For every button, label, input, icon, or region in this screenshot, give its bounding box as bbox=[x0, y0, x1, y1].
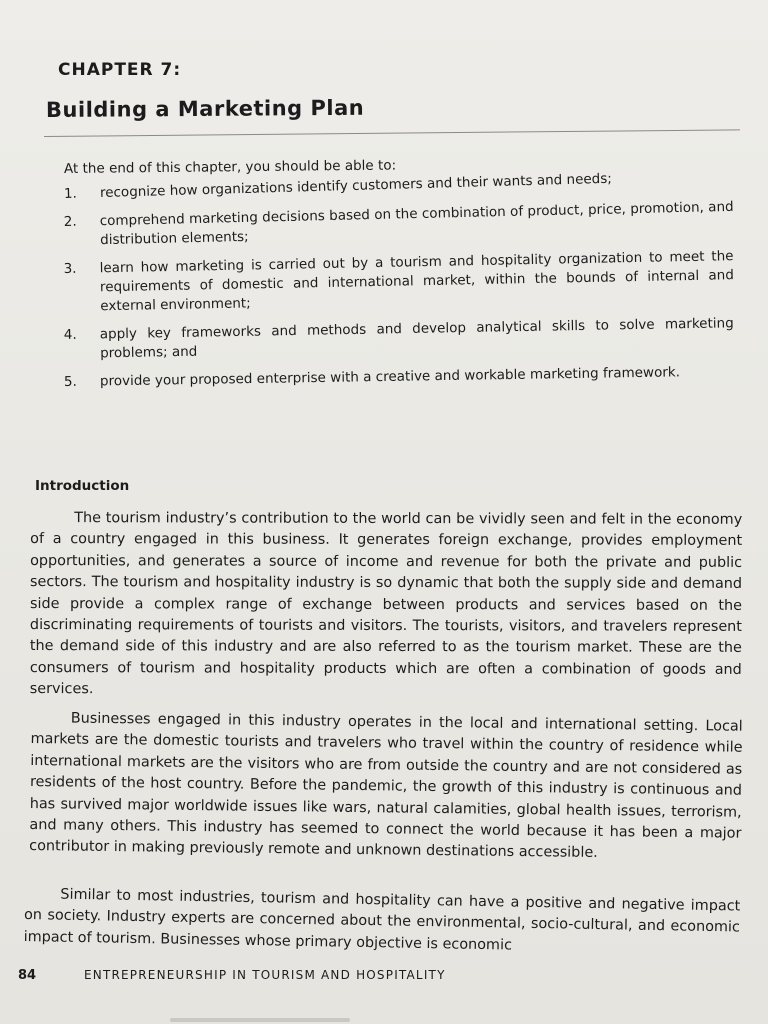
objective-text: apply key frameworks and methods and develop analytical skills to solve marketing problems; and bbox=[99, 315, 734, 362]
objectives-list bbox=[63, 170, 735, 392]
intro-paragraph-2: Businesses engaged in this industry operates in the local and international setting. Local markets are the domestic tourists and travelers who travel within the country of residence while international markets are the visitors who are from outside the country and are not considered as residents of the host country. Before the pandemic, the growth of this industry is continuous and has survived major worldwide issues like wars, natural calamities, global health issues, terrorism, and many others. This industry has seemed to connect the world because it has been a major contributor in making previously remote and unknown destinations accessible. bbox=[29, 710, 743, 862]
objective-number: 4. bbox=[63, 326, 77, 344]
page-number: 84 bbox=[18, 968, 37, 983]
intro-paragraph-1: The tourism industry’s contribution to the world can be vividly seen and felt in the economy of a country engaged in this business. It generates foreign exchange, provides employment opportunities, and generates a source of income and revenue for both the private and public sectors. The tourism and hospitality industry is so dynamic that both the supply side and demand side provide a complex range of exchange between products and services based on the discriminating requirements of tourists and visitors. The tourists, visitors, and travelers represent the demand side of this industry and are also referred to as the tourism market. These are the consumers of tourism and hospitality products which are often a combination of goods and services. bbox=[29, 510, 743, 698]
objectives-intro: At the end of this chapter, you should be able to: bbox=[63, 157, 397, 177]
objective-number: 1. bbox=[63, 185, 78, 202]
objective-item bbox=[64, 314, 735, 364]
objective-text: provide your proposed enterprise with a creative and workable marketing framework. bbox=[99, 364, 681, 390]
objective-item bbox=[64, 362, 734, 392]
running-head: ENTREPRENEURSHIP IN TOURISM AND HOSPITALITY bbox=[84, 968, 446, 982]
intro-paragraph-3: Similar to most industries, tourism and hospitality can have a positive and negative impact on society. Industry experts are concerned about the environmental, socio-cultural, and economic impact of tourism. Businesses whose primary objective is economic bbox=[23, 886, 741, 954]
chapter-label: CHAPTER 7: bbox=[58, 60, 182, 80]
objective-text: learn how marketing is carried out by a tourism and hospitality organization to meet the requirements of domestic and international market, within the bounds of internal and external environment; bbox=[99, 248, 735, 315]
objective-item bbox=[63, 247, 734, 317]
objective-text: comprehend marketing decisions based on the combination of product, price, promotion, and distribution elements; bbox=[99, 198, 734, 249]
objective-number: 5. bbox=[63, 373, 78, 390]
title-divider bbox=[44, 129, 740, 137]
objective-text: recognize how organizations identify customers and their wants and needs; bbox=[99, 170, 613, 201]
objective-number: 3. bbox=[63, 260, 77, 278]
objective-number: 2. bbox=[63, 213, 77, 231]
chapter-title: Building a Marketing Plan bbox=[45, 95, 365, 122]
page-footer bbox=[18, 968, 618, 983]
learning-objectives bbox=[63, 157, 735, 401]
scan-artifact bbox=[170, 1018, 350, 1022]
introduction-heading: Introduction bbox=[35, 478, 130, 494]
objective-item bbox=[64, 198, 735, 251]
